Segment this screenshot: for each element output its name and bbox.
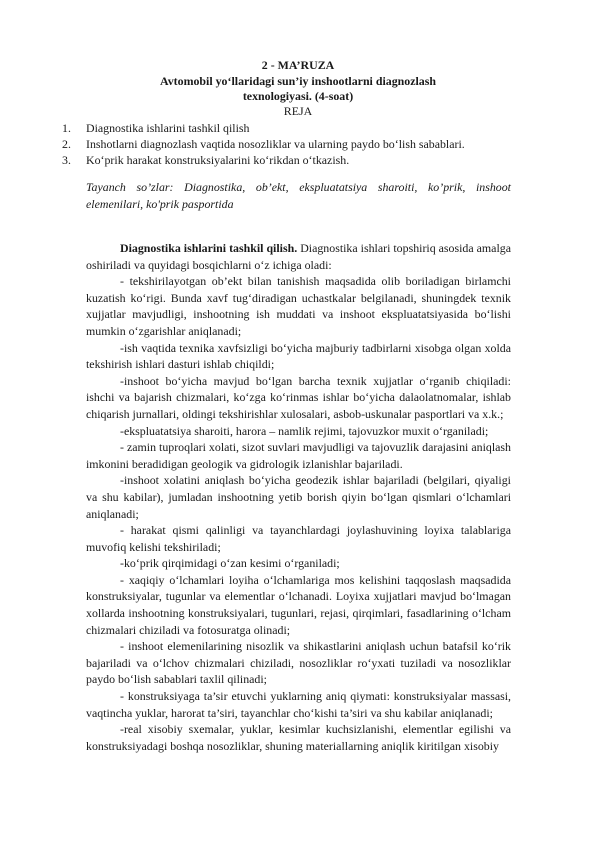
plan-item-text: Ko‘prik harakat konstruksiyalarini ko‘rikdan o‘tkazish. [86, 152, 350, 167]
body-paragraph: - harakat qismi qalinligi va tayanchlardagi joylashuvining loyixa talablariga muvofiq kelishi tekshiriladi; [86, 523, 511, 554]
body-paragraph: - xaqiqiy o‘lchamlari loyiha o‘lchamlariga mos kelishini taqqoslash maqsadida konstruksiyalar, tugunlar va elementlar o‘lchanadi. Loyixa xujjatlari mavjud bo‘lmagan xollarda inshootning konstruksiyalari, tugunlari, rejasi, qirqimlari, fasadlarining o‘lcham chizmalari chiziladi va fotosuratga olinadi; [86, 572, 511, 637]
body-paragraph: - konstruksiyaga ta’sir etuvchi yuklarning aniq qiymati: konstruksiyalar massasi, vaqtincha yuklar, harorat ta’siri, tayanchlar cho‘kishi ta’siri va shu kabilar aniqlanadi; [86, 689, 511, 720]
body-text [86, 240, 511, 754]
plan-item-number: 2. [62, 136, 71, 151]
plan-item-text: Diagnostika ishlarini tashkil qilish [86, 121, 250, 135]
body-paragraph: -inshoot xolatini aniqlash bo‘yicha geodezik ishlar bajariladi (belgilari, qiyaligi va shu kabilar), jumladan inshootning yetib borish qiyin bo‘lgan qismlari o‘lchamlari aniqlanadi; [86, 473, 511, 521]
plan-item-number: 1. [62, 121, 71, 135]
lecture-title-line-1: Avtomobil yo‘llaridagi sun’iy inshootlarni diagnozlash [160, 74, 436, 88]
body-paragraph: - zamin tuproqlari xolati, sizot suvlari mavjudligi va tajovuzlik darajasini aniqlash imkonini beradidigan geologik va gidrologik izlanishlar bajariladi. [86, 440, 511, 471]
lecture-title-line-2: texnologiyasi. (4-soat) [242, 89, 354, 103]
plan-item-number: 3. [62, 152, 71, 167]
plan-item [62, 153, 542, 169]
plan-heading: REJA [283, 104, 313, 118]
plan-list [62, 121, 542, 168]
section-heading: Diagnostika ishlarini tashkil qilish. [120, 241, 298, 255]
keywords-paragraph: Tayanch so’zlar: Diagnostika, ob’ekt, ekspluatatsiya sharoiti, ko’prik, inshoot elemenilari, ko'prik pasportida [86, 180, 511, 211]
body-paragraph: -ish vaqtida texnika xavfsizligi bo‘yicha majburiy tadbirlarni xisobga olgan xolda tekshirish ishlari dasturi ishlab chiqildi; [86, 340, 511, 372]
body-paragraph: -inshoot bo‘yicha mavjud bo‘lgan barcha texnik xujjatlar o‘rganib chiqiladi: ishchi va bajarish chizmalari, ko‘zga ko‘rinmas ishlar bo‘yicha dalaolatnomalar, ishlab chiqarish jurnallari, oldingi tekshirishlar xulosalari, asbob-uskunalar pasportlari va x.k.; [86, 373, 511, 421]
intro-paragraph [86, 240, 511, 273]
lecture-number: 2 - MA’RUZA [261, 58, 335, 72]
body-paragraph: -ko‘prik qirqimidagi o‘zan kesimi o‘rganiladi; [120, 556, 340, 571]
plan-item [62, 137, 542, 153]
body-paragraph: -ekspluatatsiya sharoiti, harora – namlik rejimi, tajovuzkor muxit o‘rganiladi; [120, 423, 489, 438]
body-paragraph: - tekshirilayotgan ob’ekt bilan tanishish maqsadida olib boriladigan birlamchi kuzatish ko‘rigi. Bunda xavf tug‘diradigan uchastkalar belgilanadi, shuningdek texnik xujjatlar mavjudligi, inshootning ish muddati va inshoot ekspluatatsiyasida bo‘lishi mumkin o‘zgarishlar aniqlanadi; [86, 274, 511, 338]
plan-item-text: Inshotlarni diagnozlash vaqtida nosozliklar va ularning paydo bo‘lish sabablari. [86, 136, 465, 151]
body-paragraph: - inshoot elemenilarining nisozlik va shikastlarini aniqlash uchun batafsil ko‘rik bajariladi va o‘lchov chizmalari chiziladi, nosozliklar ro‘yxati tuziladi va nosozliklar paydo bo‘lish sabablari taxlil qilinadi; [86, 639, 511, 687]
intro-text: Diagnostika ishlari topshiriq asosida amalga oshiriladi va quyidagi bosqichlarni o‘z ichiga oladi: [86, 241, 511, 272]
body-paragraph: -real xisobiy sxemalar, yuklar, kesimlar kuchsizlanishi, elementlar egilishi va konstruksiyadagi boshqa nosozliklar, shuning materiallarning aniqlik kiritilgan xisobiy [86, 722, 511, 753]
plan-item [62, 121, 542, 137]
